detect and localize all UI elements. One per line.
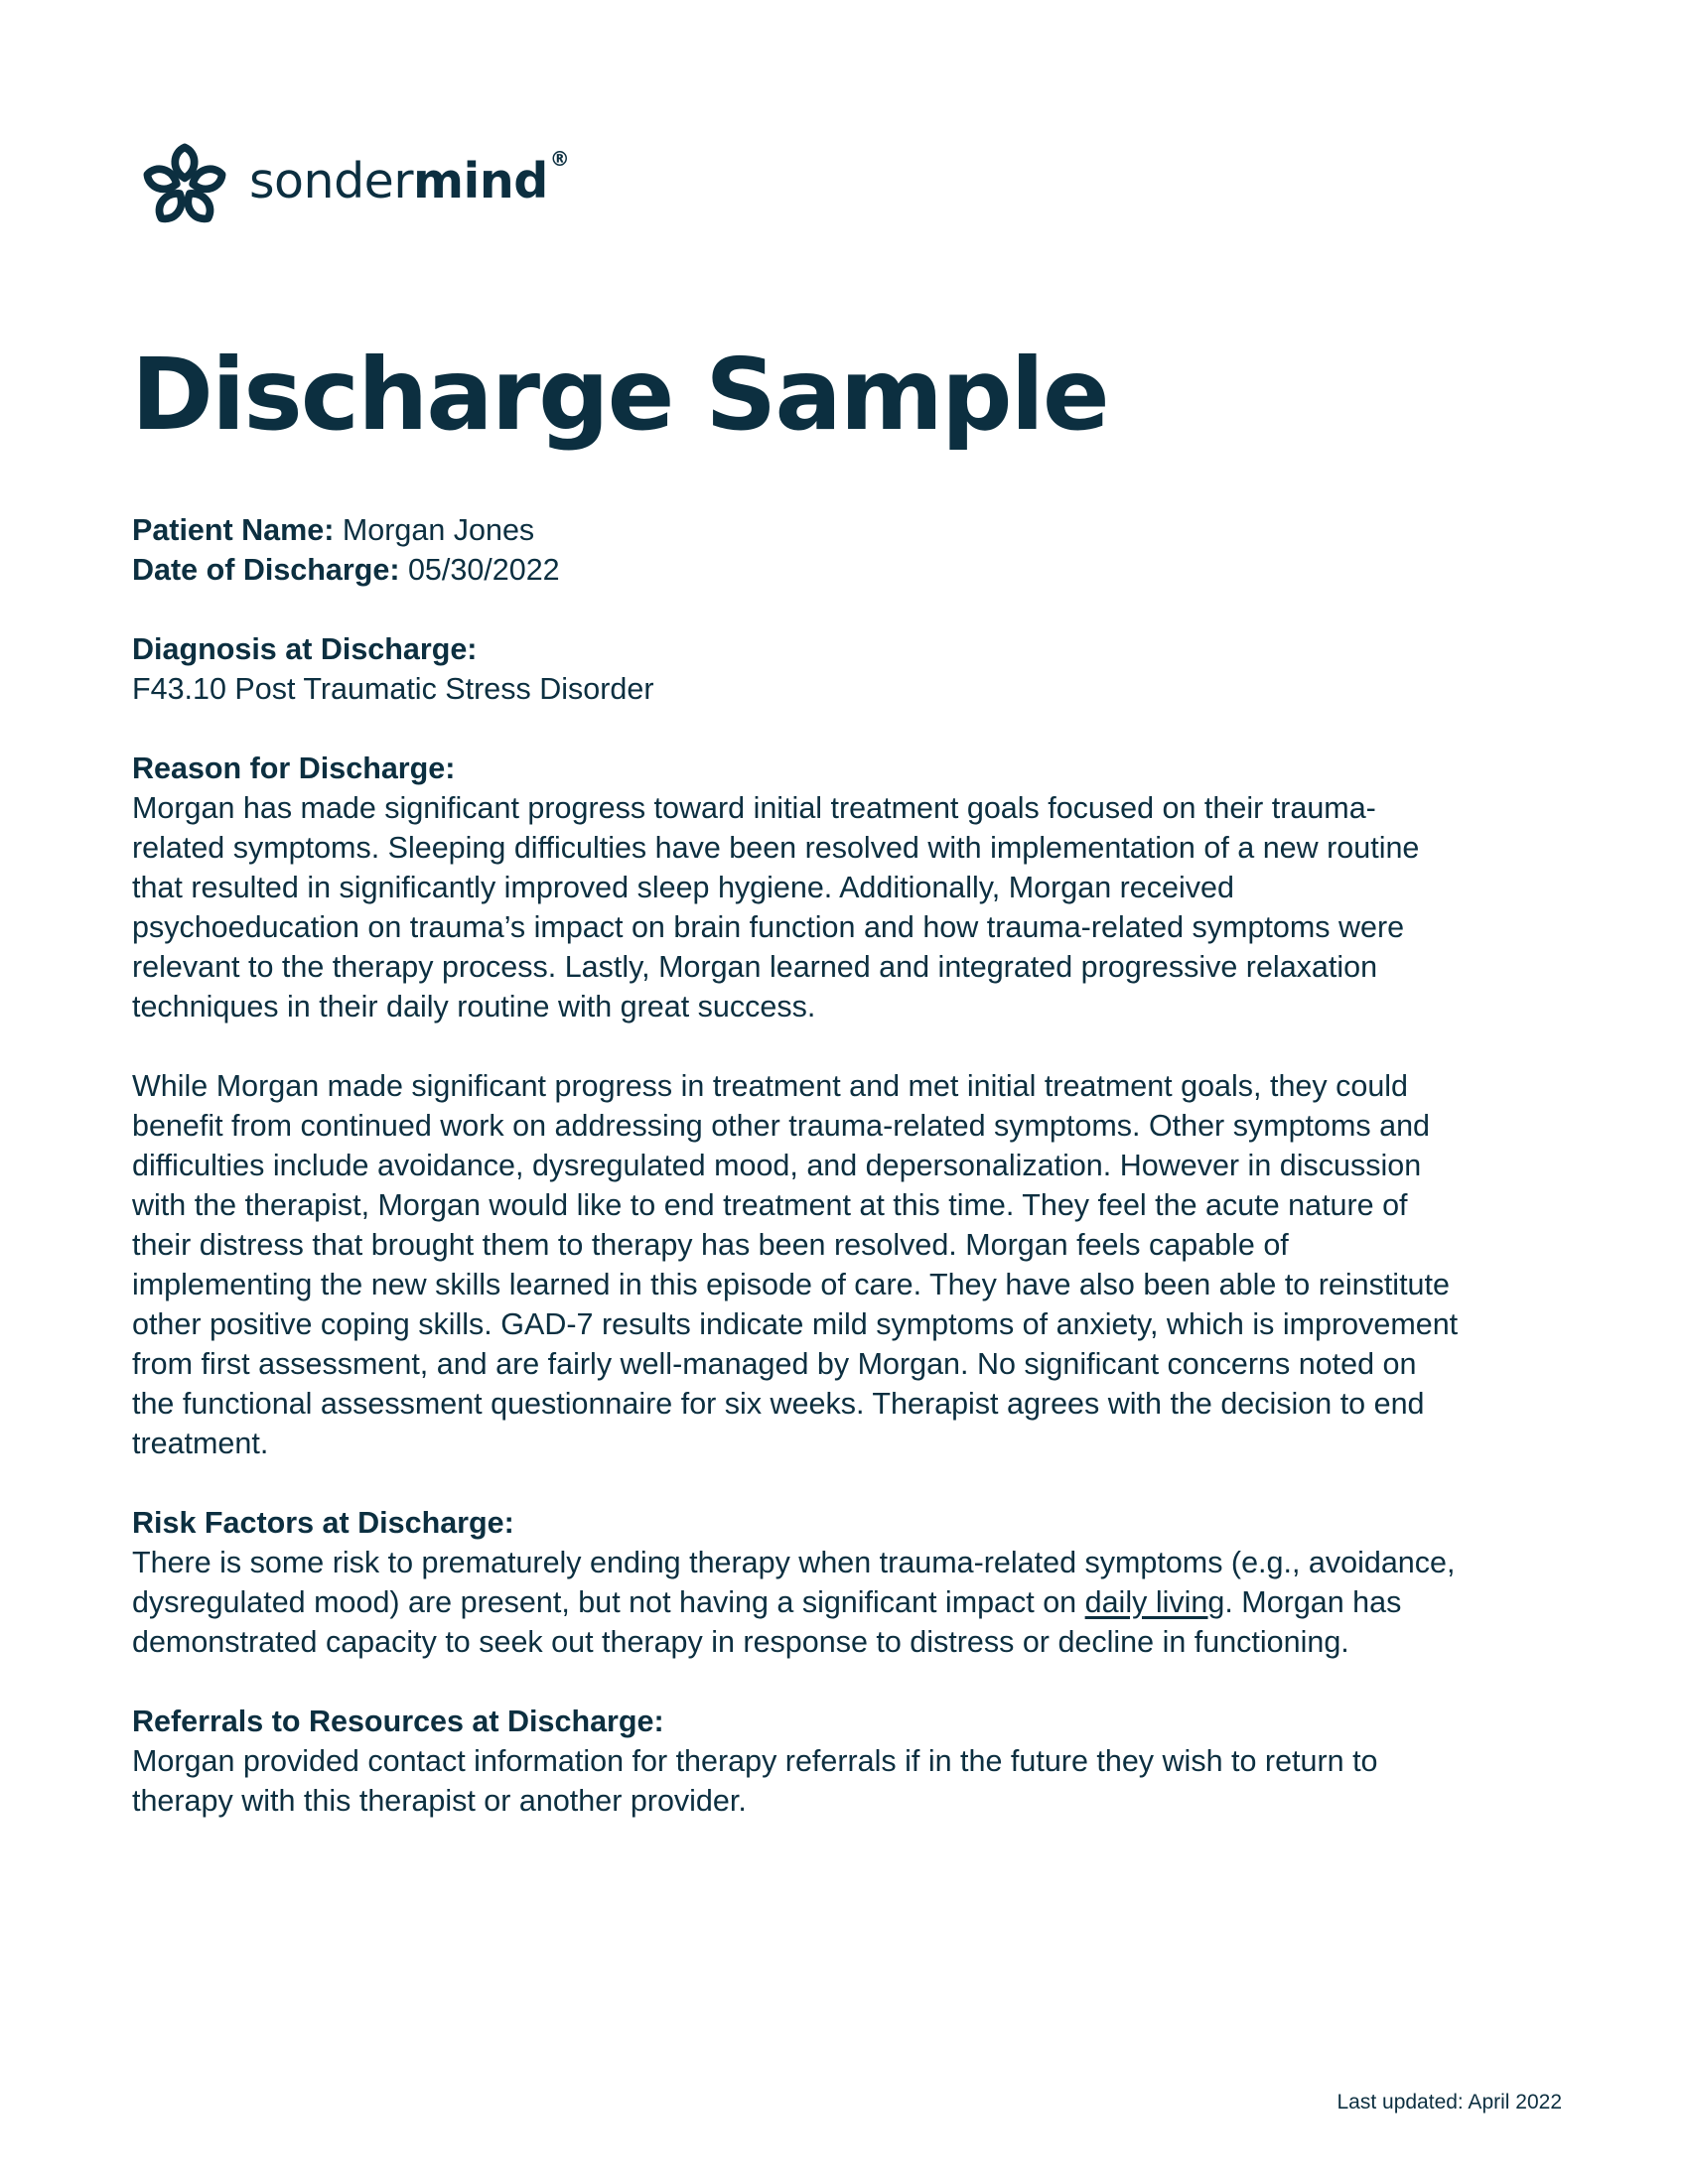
patient-name-label: Patient Name:: [132, 513, 335, 547]
risk-text-before: There is some risk to prematurely ending therapy when trauma-related symptoms (e.g., avoidance, dysregulated mood) are present, but not having a significant impact on: [132, 1546, 1456, 1619]
referrals-paragraph: Morgan provided contact information for therapy referrals if in the future they wish to return to therapy with this therapist or another provider.: [132, 1744, 1378, 1818]
reason-paragraph-1: Morgan has made significant progress toward initial treatment goals focused on their trauma-related symptoms. Sleeping difficulties have been resolved with implementation of a new routine that resulted in significantly improved sleep hygiene. Additionally, Morgan received psychoeducation on trauma’s impact on brain function and how trauma-related symptoms were relevant to the therapy process. Lastly, Morgan learned and integrated progressive relaxation techniques in their daily routine with great success.: [132, 791, 1420, 1024]
sondermind-flower-icon: [142, 139, 227, 234]
risk-underlined-text: daily living: [1084, 1585, 1225, 1619]
sondermind-wordmark: sondermind ®: [249, 146, 570, 209]
risk-text-after: . Morgan has demonstrated capacity to seek out therapy in response to distress or decline in functioning.: [132, 1585, 1402, 1659]
patient-name-value: Morgan Jones: [342, 513, 535, 547]
reason-paragraph-2: While Morgan made significant progress in treatment and met initial treatment goals, they could benefit from continued work on addressing other trauma-related symptoms. Other symptoms and difficulties include avoidance, dysregulated mood, and depersonalization. However in discussion with the therapist, Morgan would like to end treatment at this time. They feel the acute nature of their distress that brought them to therapy has been resolved. Morgan feels capable of implementing the new skills learned in this episode of care. They have also been able to reinstitute other positive coping skills. GAD-7 results indicate mild symptoms of anxiety, which is improvement from first assessment, and are fairly well-managed by Morgan. No significant concerns noted on the functional assessment questionnaire for six weeks. Therapist agrees with the decision to end treatment.: [132, 1069, 1459, 1460]
sondermind-logo: [142, 139, 569, 234]
risk-paragraph: [132, 1543, 1463, 1662]
page-title: Discharge Sample: [131, 337, 1108, 453]
referrals-heading: Referrals to Resources at Discharge:: [132, 1705, 664, 1738]
diagnosis-value: F43.10 Post Traumatic Stress Disorder: [132, 672, 654, 706]
document-body: [132, 510, 1463, 1821]
last-updated-footer: Last updated: April 2022: [1336, 2091, 1562, 2114]
patient-name-line: [132, 510, 1463, 550]
discharge-date-value: 05/30/2022: [407, 553, 560, 587]
diagnosis-heading: Diagnosis at Discharge:: [132, 632, 478, 666]
reason-heading: Reason for Discharge:: [132, 751, 456, 785]
discharge-date-line: [132, 550, 1463, 590]
discharge-date-label: Date of Discharge:: [132, 553, 400, 587]
risk-heading: Risk Factors at Discharge:: [132, 1506, 514, 1540]
